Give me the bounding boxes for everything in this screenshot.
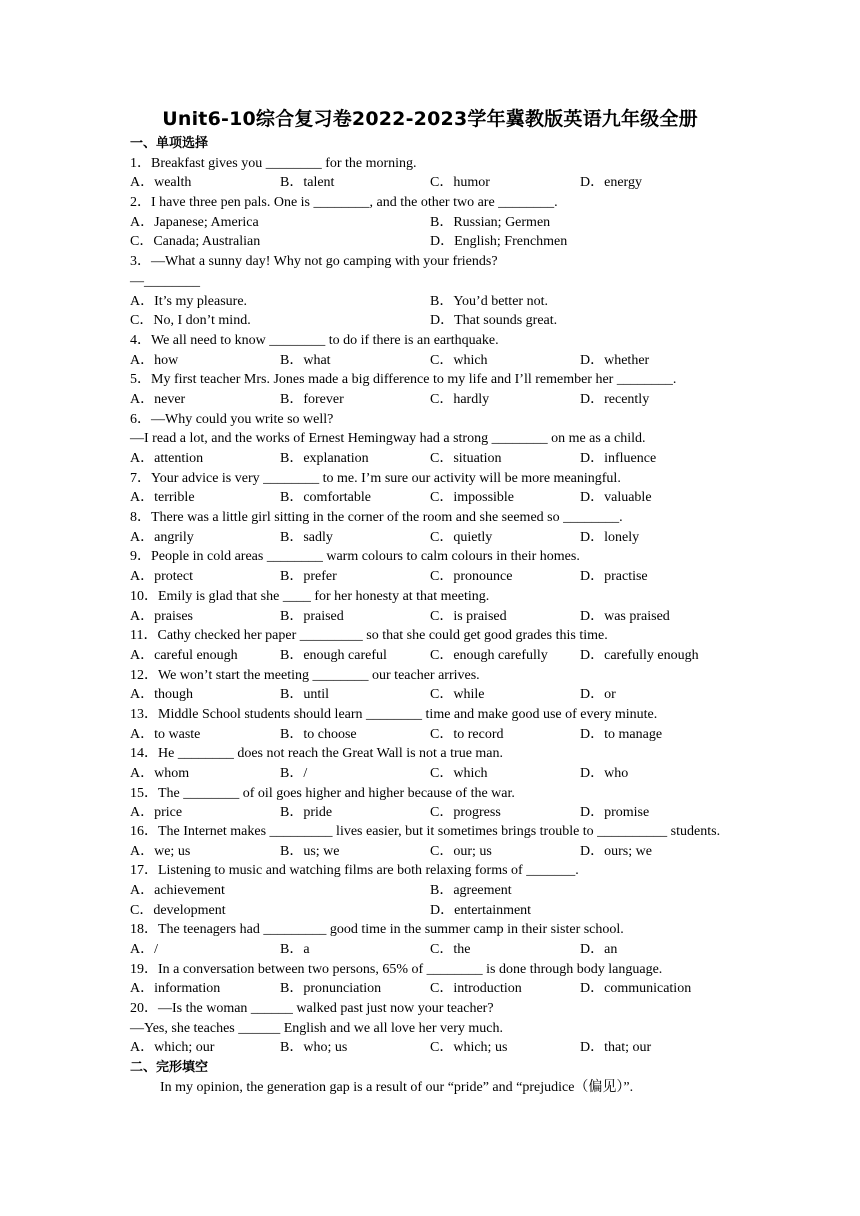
option: D．whether [580,352,650,368]
question-stem: 20．—Is the woman ______ walked past just now your teacher? [130,1001,494,1017]
options-row [130,940,730,960]
option: A．attention [130,451,204,466]
question-stem: 18．The teenagers had _________ good time in the summer camp in their sister school. [130,922,624,938]
option: A．careful enough [130,647,238,663]
option: D．recently [580,391,650,407]
option: A．we; us [130,843,191,859]
option: C．which [430,766,488,781]
options-row [130,646,730,666]
option: B．talent [280,175,335,191]
question-stem-reply: —________ [130,273,200,289]
option: B．forever [280,391,344,407]
options-row [130,232,730,252]
question-stem: 12．We won’t start the meeting ________ our teacher arrives. [130,667,480,683]
option: D．or [580,687,616,703]
option: C．is praised [430,608,507,624]
option: C．hardly [430,391,490,407]
options-row [130,881,730,901]
option: D．that; our [580,1040,652,1056]
option: C．No, I don’t mind. [130,313,251,329]
question-stem: 16．The Internet makes _________ lives easier, but it sometimes brings trouble to __________ students. [130,824,721,840]
options-row [130,901,730,921]
option: B．who; us [280,1040,348,1056]
question-stem: 5．My first teacher Mrs. Jones made a big difference to my life and I’ll remember her ________. [130,372,677,388]
question-stem: 4．We all need to know ________ to do if there is an earthquake. [130,332,499,348]
option: D．who [580,766,629,781]
options-row [130,213,730,233]
question-stem-reply: —I read a lot, and the works of Ernest Hemingway had a strong ________ on me as a child. [130,431,646,447]
exam-content [130,134,730,1098]
section-heading-cloze: 二、完形填空 [130,1060,209,1076]
option: A．protect [130,569,193,585]
option: D．English; Frenchmen [430,234,568,250]
option: A．angrily [130,529,194,545]
question-stem: 7．Your advice is very ________ to me. I’m sure our activity will be more meaningful. [130,470,621,486]
question-stem: 6．—Why could you write so well? [130,411,334,427]
option: C．which [430,352,488,368]
option: C．development [130,902,226,918]
option: D．practise [580,569,648,585]
option: A．though [130,687,193,703]
options-row [130,311,730,331]
option: B．comfortable [280,490,371,506]
section-heading-single-choice: 一、单项选择 [130,136,209,151]
option: D．promise [580,805,650,821]
option: A．wealth [130,175,192,191]
option: A．which; our [130,1040,215,1056]
options-row [130,528,730,548]
option: A．never [130,391,186,407]
option: A．how [130,352,179,368]
option: A．information [130,981,221,997]
option: D．entertainment [430,902,532,918]
question-stem-reply: —Yes, she teaches ______ English and we all love her very much. [130,1020,503,1036]
question-stem: 9．People in cold areas ________ warm colours to calm colours in their homes. [130,549,580,565]
option: B．prefer [280,569,337,585]
option: D．to manage [580,726,663,742]
options-row [130,607,730,627]
option: C．situation [430,451,502,466]
option: D．an [580,942,618,957]
option: B．Russian; Germen [430,214,551,230]
question-stem: 11．Cathy checked her paper _________ so that she could get good grades this time. [130,628,608,644]
question-stem: 19．In a conversation between two persons, 65% of ________ is done through body language. [130,961,663,977]
option: A．to waste [130,726,201,742]
option: A．It’s my pleasure. [130,293,248,309]
option: D．was praised [580,608,670,624]
option: D．lonely [580,529,640,545]
option: C．Canada; Australian [130,234,261,250]
option: A．praises [130,608,193,624]
option: C．to record [430,726,504,742]
option: C．enough carefully [430,647,548,663]
options-row [130,803,730,823]
options-row [130,292,730,312]
options-row [130,567,730,587]
question-stem: 15．The ________ of oil goes higher and higher because of the war. [130,785,515,801]
question-stem: 17．Listening to music and watching films are both relaxing forms of _______. [130,863,579,879]
option: A．terrible [130,490,195,506]
option: C．while [430,687,485,703]
options-row [130,449,730,469]
option: B．explanation [280,451,369,466]
option: D．influence [580,451,657,466]
option: B．until [280,687,330,703]
option: A．Japanese; America [130,214,259,230]
passage-paragraph: In my opinion, the generation gap is a result of our “pride” and “prejudice（偏见）”. [160,1079,634,1095]
options-row [130,1038,730,1058]
question-stem: 10．Emily is glad that she ____ for her honesty at that meeting. [130,588,490,604]
question-stem: 8．There was a little girl sitting in the corner of the room and she seemed so ________. [130,510,623,526]
option: A．price [130,805,183,821]
option: B．a [280,942,310,957]
option: D．energy [580,175,642,191]
options-row [130,979,730,999]
option: B．agreement [430,882,512,898]
option: B．pride [280,805,333,821]
option: C．the [430,942,471,957]
option: B．what [280,352,331,368]
option: C．quietly [430,529,493,545]
question-stem: 1．Breakfast gives you ________ for the morning. [130,155,417,171]
option: A．/ [130,942,158,957]
option: C．pronounce [430,569,513,585]
question-stem: 3．—What a sunny day! Why not go camping with your friends? [130,254,498,270]
option: C．introduction [430,981,522,997]
option: D．carefully enough [580,647,699,663]
options-row [130,725,730,745]
option: C．progress [430,805,501,821]
option: B．to choose [280,726,357,742]
question-stem: 13．Middle School students should learn ________ time and make good use of every minute. [130,706,658,722]
option: C．humor [430,175,490,191]
option: D．ours; we [580,843,652,859]
options-row [130,390,730,410]
option: D．communication [580,981,692,997]
page-title: Unit6-10综合复习卷2022-2023学年冀教版英语九年级全册 [162,108,698,130]
option: C．our; us [430,843,492,859]
options-row [130,842,730,862]
option: A．achievement [130,882,225,898]
option: B．You’d better not. [430,293,548,309]
option: D．valuable [580,490,652,506]
question-stem: 14．He ________ does not reach the Great Wall is not a true man. [130,746,504,762]
option: B．pronunciation [280,981,382,997]
option: B．praised [280,608,344,624]
option: C．impossible [430,490,515,506]
options-row [130,173,730,193]
option: B．/ [280,766,308,781]
option: B．sadly [280,529,333,545]
options-row [130,764,730,784]
option: A．whom [130,766,190,781]
question-stem: 2．I have three pen pals. One is ________, and the other two are ________. [130,195,558,211]
options-row [130,351,730,371]
option: B．us; we [280,843,340,859]
option: C．which; us [430,1040,508,1056]
option: D．That sounds great. [430,313,558,329]
option: B．enough careful [280,647,387,663]
options-row [130,488,730,508]
options-row [130,685,730,705]
